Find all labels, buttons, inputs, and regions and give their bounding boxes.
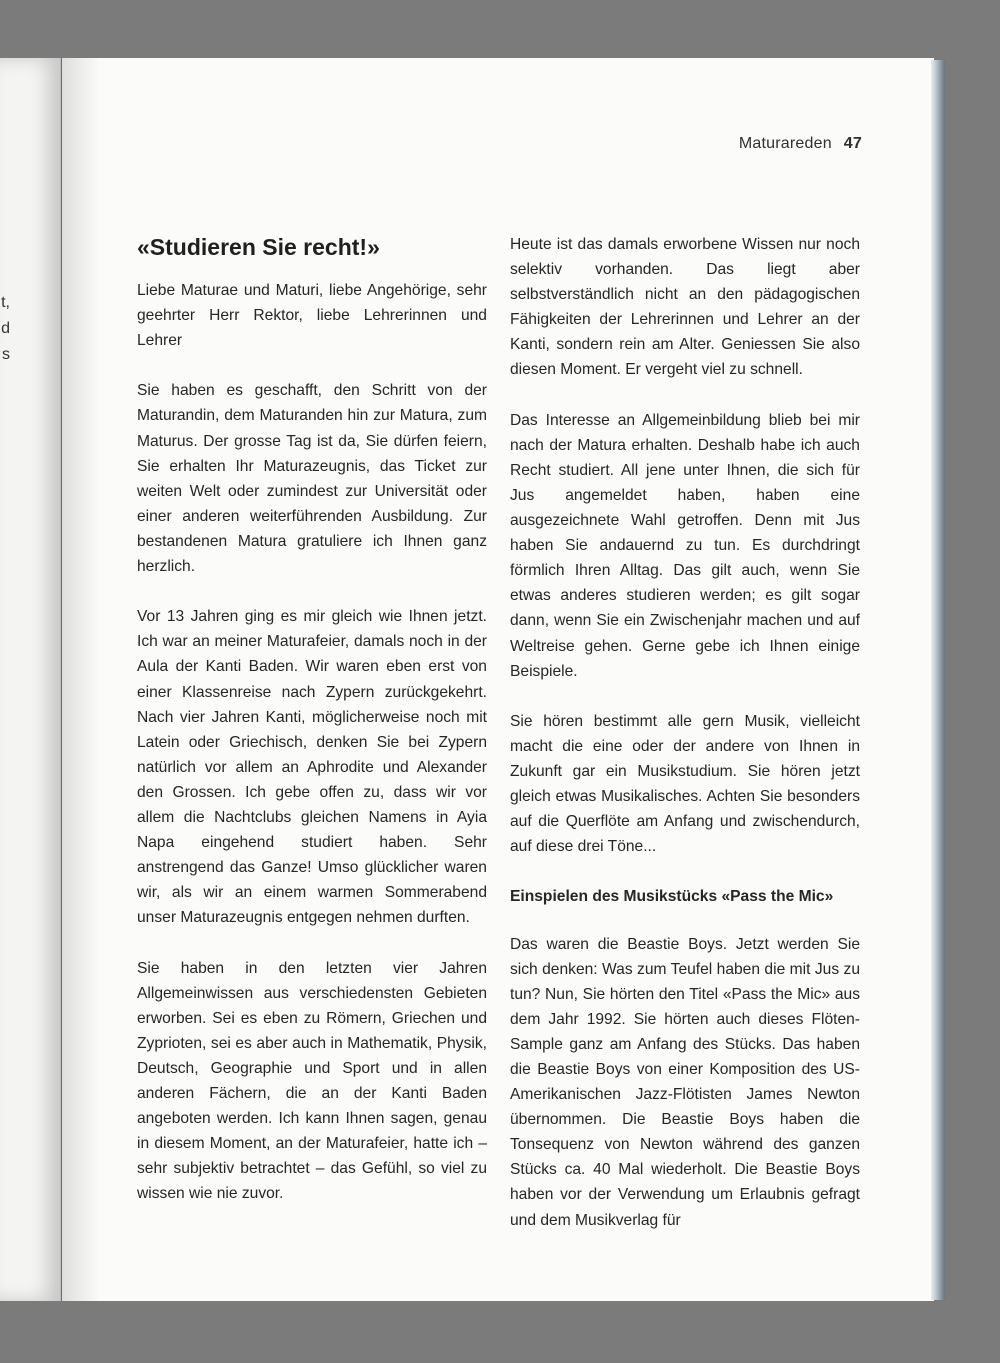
paragraph: Das Interesse an Allgemeinbildung blieb bei mir nach der Matura erhalten. Deshalb habe ich auch Recht studiert. All jene unter Ihnen, die sich für Jus angemeldet haben, haben eine ausgezeichnete Wahl getroffen. Denn mit Jus haben Sie andauernd zu tun. Es durchdringt förmlich Ihren Alltag. Das gilt auch, wenn Sie etwas anderes studieren werden; es gilt sogar dann, wenn Sie ein Zwischenjahr machen und auf Weltreise gehen. Gerne gebe ich Ihnen einige Beispiele.	[510, 411, 860, 680]
paragraph: Heute ist das damals erworbene Wissen nur noch selektiv vorhanden. Das liegt aber selbstverständlich nicht an den pädagogischen Fähigkeiten der Lehrerinnen und Lehrer an der Kanti, sondern rein am Alter. Geniessen Sie also diesen Moment. Er vergeht viel zu schnell.	[510, 236, 860, 379]
paragraph: Das waren die Beastie Boys. Jetzt werden Sie sich denken: Was zum Teufel haben die mit Jus zu tun? Nun, Sie hörten den Titel «Pass the Mic» aus dem Jahr 1992. Sie hörten auch dieses Flöten-Sample ganz am Anfang des Stücks. Das haben die Beastie Boys von einer Komposition des US-Amerikanischen Jazz-Flötisten James Newton übernommen. Die Beastie Boys haben die Tonsequenz von Newton während des ganzen Stücks ca. 40 Mal wiederholt. Die Beastie Boys haben vor der Verwendung um Erlaubnis gefragt und dem Musikverlag für	[510, 935, 860, 1229]
left-page-text-fragments	[0, 290, 10, 368]
gutter-shadow	[60, 58, 100, 1301]
article-title: «Studieren Sie recht!»	[137, 234, 380, 260]
paragraph: Vor 13 Jahren ging es mir gleich wie Ihnen jetzt. Ich war an meiner Maturafeier, damals noch in der Aula der Kanti Baden. Wir waren eben erst von einer Klassenreise nach Zypern zurückgekehrt. Nach vier Jahren Kanti, möglicherweise noch mit Latein oder Griechisch, denken Sie bei Zypern natürlich vor allem an Aphrodite und Alexander den Grossen. Ich gebe offen zu, dass wir vor allem die Nachtclubs gleichen Namens in Ayia Napa eingehend studiert haben. Sehr anstrengend das Ganze! Umso glücklicher waren wir, als wir an einem warmen Sommerabend unser Maturazeugnis entgegen nehmen durften.	[137, 608, 487, 927]
left-page-edge	[0, 58, 61, 1301]
paragraph: Liebe Maturae und Maturi, liebe Angehörige, sehr geehrter Herr Rektor, liebe Lehrerinnen und Lehrer	[137, 282, 487, 350]
page-block-edge	[931, 60, 945, 1300]
page-number: 47	[843, 135, 862, 152]
left-fragment: t,	[1, 294, 10, 311]
paragraph: Sie haben es geschafft, den Schritt von der Maturandin, dem Maturanden hin zur Matura, zum Maturus. Der grosse Tag ist da, Sie dürfen feiern, Sie erhalten Ihr Maturazeugnis, das Ticket zur weiten Welt oder zumindest zur Universität oder einer anderen weiterführenden Ausbildung. Zur bestandenen Matura gratuliere ich Ihnen ganz herzlich.	[137, 382, 487, 576]
running-head	[739, 135, 862, 153]
left-fragment: d	[1, 320, 10, 337]
right-column	[510, 232, 860, 1258]
left-column	[137, 232, 487, 1232]
paragraph: Sie hören bestimmt alle gern Musik, vielleicht macht die eine oder der andere von Ihnen in Zukunft gar ein Musikstudium. Sie hören jetzt gleich etwas Musikalisches. Achten Sie besonders auf die Querflöte am Anfang und zwischendurch, auf diese drei Töne...	[510, 712, 860, 856]
paragraph: Sie haben in den letzten vier Jahren Allgemeinwissen aus verschiedensten Gebieten erworben. Sei es eben zu Römern, Griechen und Zyprioten, sei es aber auch in Mathematik, Physik, Deutsch, Geographie und Sport und in allen anderen Fächern, die an der Kanti Baden angeboten werden. Ich kann Ihnen sagen, genau in diesem Moment, an der Maturafeier, hatte ich – sehr subjektiv betrachtet – das Gefühl, so viel zu wissen wie nie zuvor.	[137, 959, 487, 1203]
interlude-heading: Einspielen des Musikstücks «Pass the Mic»	[510, 888, 834, 906]
running-head-title: Maturareden	[738, 135, 832, 152]
left-fragment: s	[2, 346, 10, 363]
